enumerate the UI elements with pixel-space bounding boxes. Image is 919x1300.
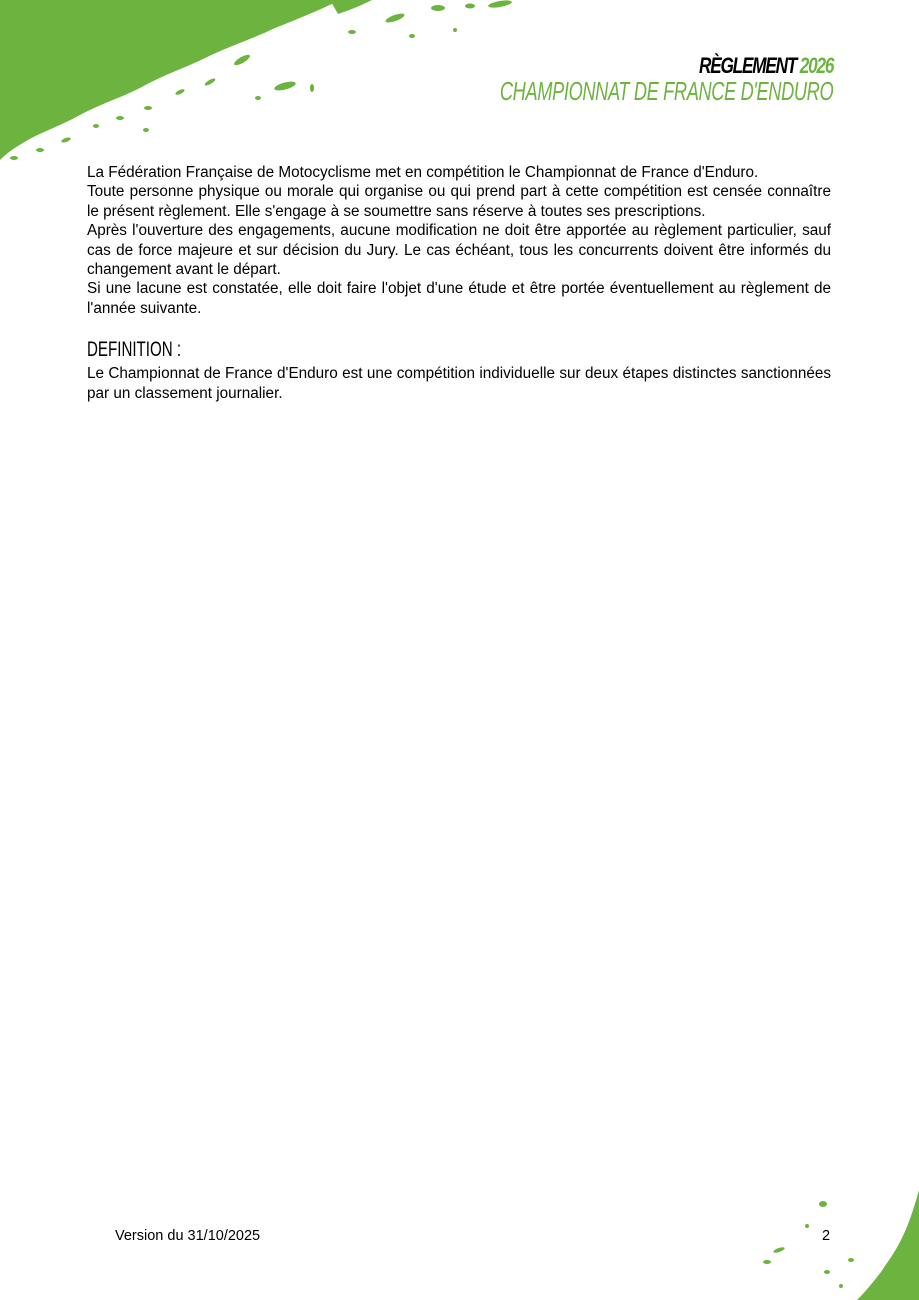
green-brush-decoration-bottom: [749, 1190, 919, 1300]
version-label: Version du 31/10/2025: [115, 1228, 261, 1244]
regulation-year: 2026: [799, 53, 833, 78]
document-header: [357, 54, 833, 104]
definition-text: Le Championnat de France d'Enduro est une compétition individuelle sur deux étapes distinctes sanctionnées par un classement journalier.: [87, 365, 831, 402]
regulation-word: RÈGLEMENT: [698, 53, 796, 78]
paragraph: Après l'ouverture des engagements, aucune modification ne doit être apportée au règlement particulier, sauf cas de force majeure et sur décision du Jury. Le cas échéant, tous les concurrents doivent être informés du changement avant le départ.: [87, 222, 831, 279]
regulation-title: [461, 54, 833, 78]
paragraph: Si une lacune est constatée, elle doit faire l'objet d'une étude et être portée éventuellement au règlement de l'année suivante.: [87, 280, 831, 317]
page-number: 2: [822, 1228, 831, 1244]
championship-subtitle: CHAMPIONNAT DE FRANCE D'ENDURO: [499, 76, 833, 106]
definition-heading: DEFINITION :: [87, 338, 182, 362]
paragraph: La Fédération Française de Motocyclisme met en compétition le Championnat de France d'Enduro.: [87, 164, 759, 181]
paragraph: Toute personne physique ou morale qui organise ou qui prend part à cette compétition est censée connaître le présent règlement. Elle s'engage à se soumettre sans réserve à toutes ses prescriptions.: [87, 183, 831, 220]
document-body: [87, 163, 831, 403]
